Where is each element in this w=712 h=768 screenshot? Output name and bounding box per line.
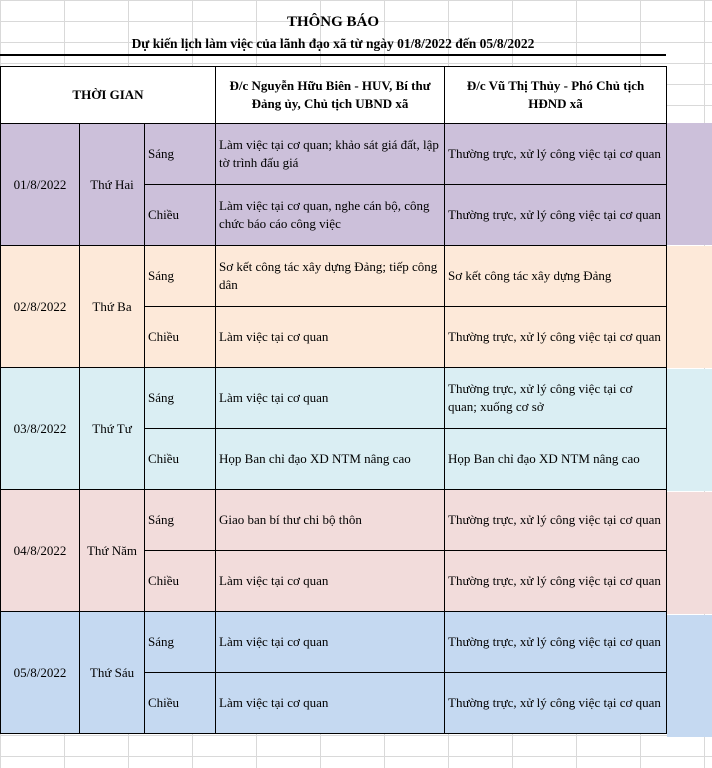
leader2-task: Thường trực, xử lý công việc tại cơ quan bbox=[445, 673, 667, 734]
leader1-task: Làm việc tại cơ quan bbox=[216, 551, 445, 612]
date-cell: 05/8/2022 bbox=[1, 612, 80, 734]
header-leader1: Đ/c Nguyễn Hữu Biên - HUV, Bí thư Đảng ủy, Chủ tịch UBND xã bbox=[216, 67, 445, 124]
day-color-strip bbox=[667, 369, 712, 491]
weekday-cell: Thứ Sáu bbox=[80, 612, 145, 734]
header-leader2: Đ/c Vũ Thị Thủy - Phó Chủ tịch HĐND xã bbox=[445, 67, 667, 124]
leader2-task: Thường trực, xử lý công việc tại cơ quan bbox=[445, 612, 667, 673]
leader2-task: Họp Ban chỉ đạo XD NTM nâng cao bbox=[445, 429, 667, 490]
leader2-task: Thường trực, xử lý công việc tại cơ quan bbox=[445, 307, 667, 368]
date-cell: 02/8/2022 bbox=[1, 246, 80, 368]
leader2-task: Thường trực, xử lý công việc tại cơ quan bbox=[445, 124, 667, 185]
leader2-task: Sơ kết công tác xây dựng Đảng bbox=[445, 246, 667, 307]
leader1-task: Làm việc tại cơ quan bbox=[216, 307, 445, 368]
leader1-task: Làm việc tại cơ quan, nghe cán bộ, công chức báo cáo công việc bbox=[216, 185, 445, 246]
day-color-strip bbox=[667, 492, 712, 614]
session-cell: Chiều bbox=[145, 673, 216, 734]
leader1-task: Làm việc tại cơ quan bbox=[216, 612, 445, 673]
session-cell: Sáng bbox=[145, 490, 216, 551]
header-time: THỜI GIAN bbox=[1, 67, 216, 124]
leader2-task: Thường trực, xử lý công việc tại cơ quan bbox=[445, 490, 667, 551]
session-cell: Chiều bbox=[145, 307, 216, 368]
leader1-task: Làm việc tại cơ quan bbox=[216, 673, 445, 734]
weekday-cell: Thứ Tư bbox=[80, 368, 145, 490]
session-cell: Sáng bbox=[145, 124, 216, 185]
weekday-cell: Thứ Năm bbox=[80, 490, 145, 612]
table-row bbox=[1, 490, 667, 551]
weekday-cell: Thứ Hai bbox=[80, 124, 145, 246]
leader1-task: Họp Ban chỉ đạo XD NTM nâng cao bbox=[216, 429, 445, 490]
session-cell: Chiều bbox=[145, 429, 216, 490]
date-cell: 04/8/2022 bbox=[1, 490, 80, 612]
session-cell: Chiều bbox=[145, 551, 216, 612]
table-row bbox=[1, 612, 667, 673]
session-cell: Sáng bbox=[145, 368, 216, 429]
session-cell: Sáng bbox=[145, 246, 216, 307]
leader2-task: Thường trực, xử lý công việc tại cơ quan bbox=[445, 185, 667, 246]
weekday-cell: Thứ Ba bbox=[80, 246, 145, 368]
notice-subtitle: Dự kiến lịch làm việc của lãnh đạo xã từ ngày 01/8/2022 đến 05/8/2022 bbox=[131, 36, 535, 51]
table-row bbox=[1, 368, 667, 429]
notice-title: THÔNG BÁO bbox=[286, 14, 380, 30]
leader1-task: Làm việc tại cơ quan; khảo sát giá đất, lập tờ trình đấu giá bbox=[216, 124, 445, 185]
leader2-task: Thường trực, xử lý công việc tại cơ quan; xuống cơ sở bbox=[445, 368, 667, 429]
session-cell: Sáng bbox=[145, 612, 216, 673]
day-color-strip bbox=[667, 615, 712, 737]
table-row bbox=[1, 124, 667, 185]
date-cell: 03/8/2022 bbox=[1, 368, 80, 490]
table-row bbox=[1, 246, 667, 307]
leader1-task: Sơ kết công tác xây dựng Đảng; tiếp công dân bbox=[216, 246, 445, 307]
schedule-table bbox=[0, 66, 667, 734]
title-divider bbox=[0, 54, 666, 56]
date-cell: 01/8/2022 bbox=[1, 124, 80, 246]
day-color-strip bbox=[667, 123, 712, 245]
leader1-task: Làm việc tại cơ quan bbox=[216, 368, 445, 429]
leader2-task: Thường trực, xử lý công việc tại cơ quan bbox=[445, 551, 667, 612]
leader1-task: Giao ban bí thư chi bộ thôn bbox=[216, 490, 445, 551]
day-color-strip bbox=[667, 246, 712, 368]
session-cell: Chiều bbox=[145, 185, 216, 246]
